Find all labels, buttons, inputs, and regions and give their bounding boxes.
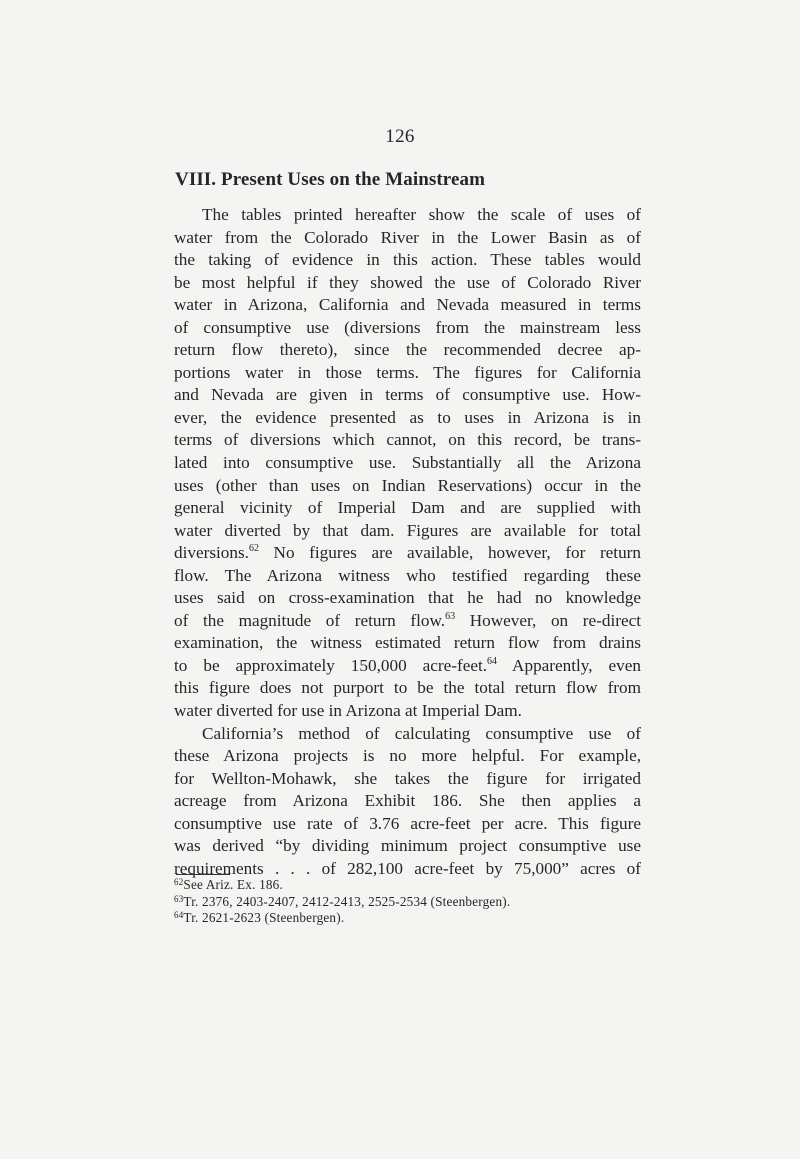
body-text: [174, 204, 641, 880]
text-line: ever, the evidence presented as to uses in Arizona is in: [174, 407, 641, 427]
footnote-mark: 64: [174, 910, 184, 920]
text-line: water diverted for use in Arizona at Imperial Dam.: [174, 701, 522, 721]
text-line: of the magnitude of return flow.$^{63}$ However, on re-direct: [174, 610, 641, 630]
text-line: be most helpful if they showed the use of Colorado River: [174, 272, 641, 292]
text-line: examination, the witness estimated return flow from drains: [174, 633, 641, 653]
text-line: uses said on cross-examination that he had no knowledge: [174, 588, 641, 608]
footnote-reference: 63: [445, 610, 456, 622]
text-line: consumptive use rate of 3.76 acre-feet per acre. This figure: [174, 813, 641, 833]
text-line: of consumptive use (diversions from the mainstream less: [174, 317, 641, 337]
footnote-divider: [176, 874, 230, 875]
text-line: water in Arizona, California and Nevada measured in terms: [174, 295, 641, 315]
footnote-text: Tr. 2621-2623 (Steenbergen).: [183, 910, 345, 925]
text-line: and Nevada are given in terms of consumptive use. How-: [174, 385, 641, 405]
footnote-text: Tr. 2376, 2403-2407, 2412-2413, 2525-2534 (Steenbergen).: [183, 893, 511, 909]
footnote: [174, 877, 654, 894]
text-line: to be approximately 150,000 acre-feet.$^{64}$ Apparently, even: [174, 655, 641, 675]
footnotes: [174, 877, 654, 927]
footnote: [174, 910, 654, 927]
text-line: terms of diversions which cannot, on this record, be trans-: [174, 430, 641, 450]
footnote-mark: 63: [174, 893, 184, 904]
footnote-reference: 64: [487, 655, 498, 667]
text-line: requirements . . . of 282,100 acre-feet by 75,000” acres of: [174, 858, 641, 878]
section-heading: VIII. Present Uses on the Mainstream: [175, 169, 486, 190]
text-line: diversions.$^{62}$ No figures are available, however, for return: [174, 543, 641, 563]
text-line: was derived “by dividing minimum project consumptive use: [174, 836, 641, 856]
text-line: portions water in those terms. The figures for California: [174, 362, 641, 382]
text-line: for Wellton-Mohawk, she takes the figure for irrigated: [174, 768, 641, 788]
text-line: these Arizona projects is no more helpful. For example,: [174, 746, 641, 766]
footnote-mark: 62: [174, 877, 184, 887]
text-line: water diverted by that dam. Figures are available for total: [174, 520, 641, 540]
text-line: California’s method of calculating consumptive use of: [202, 723, 641, 743]
text-line: acreage from Arizona Exhibit 186. She then applies a: [174, 791, 641, 811]
text-line: lated into consumptive use. Substantially all the Arizona: [174, 453, 641, 473]
footnote-reference: 62: [248, 543, 259, 555]
text-line: flow. The Arizona witness who testified regarding these: [174, 565, 641, 585]
text-line: the taking of evidence in this action. These tables would: [174, 250, 641, 270]
footnote: [174, 894, 654, 911]
text-line: water from the Colorado River in the Lower Basin as of: [174, 227, 641, 247]
text-line: general vicinity of Imperial Dam and are supplied with: [174, 498, 641, 518]
text-line: return flow thereto), since the recommended decree ap-: [174, 340, 641, 360]
text-line: The tables printed hereafter show the scale of uses of: [202, 205, 641, 224]
text-line: this figure does not purport to be the total return flow from: [174, 678, 641, 698]
text-line: uses (other than uses on Indian Reservations) occur in the: [174, 475, 641, 495]
page-number: 126: [385, 126, 415, 147]
footnote-text: See Ariz. Ex. 186.: [183, 877, 283, 892]
